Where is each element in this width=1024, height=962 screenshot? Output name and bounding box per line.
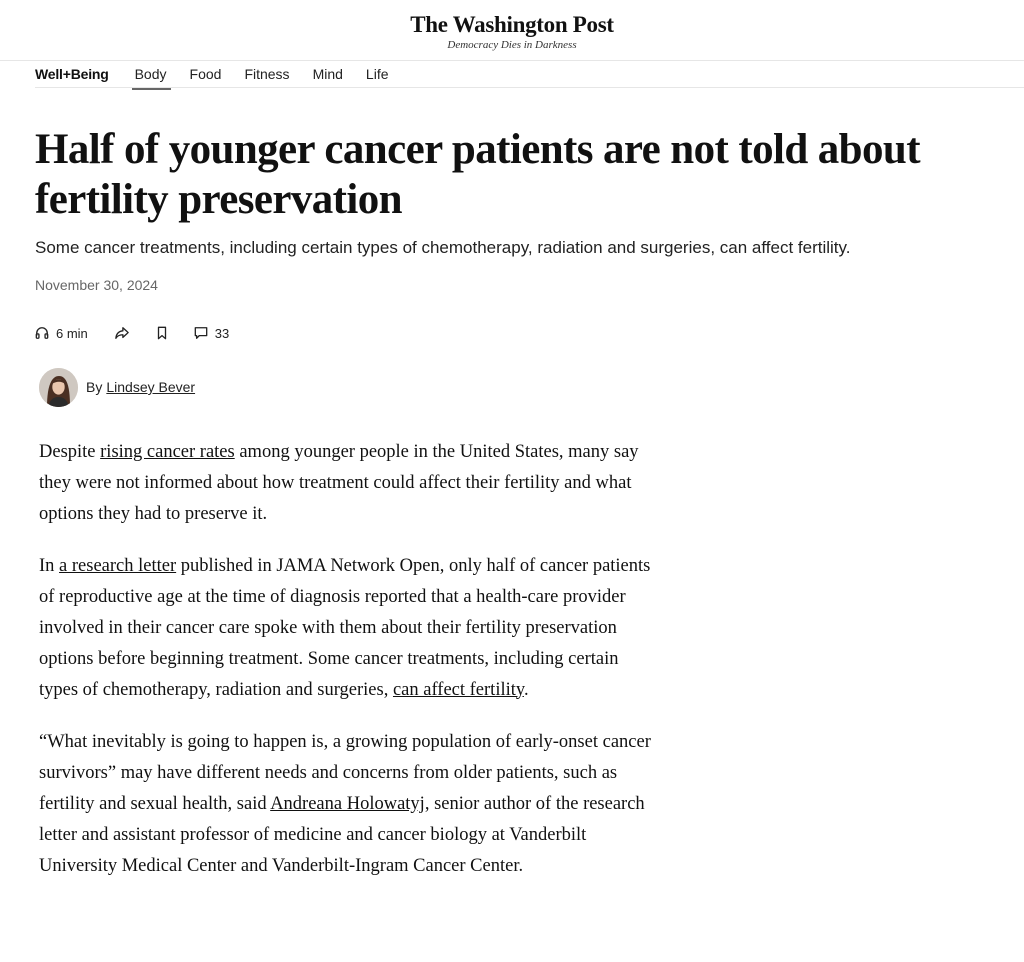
article-date: November 30, 2024 [35,277,158,293]
section-nav [35,61,412,87]
site-logo[interactable]: The Washington Post [410,12,614,37]
listen-duration: 6 min [56,325,88,341]
article-actions [35,323,255,343]
share-button[interactable] [114,326,130,340]
paragraph-text: among younger people in the United States, many say they were not informed about how treatment could affect their fertility and what options they had to preserve it. [39,442,639,524]
rising-cancer-rates-link[interactable]: rising cancer rates [100,442,235,462]
article-paragraph [39,437,659,529]
comments-count: 33 [214,325,230,341]
masthead [0,0,1024,60]
andreana-holowatyj-link[interactable]: Andreana Holowatyj [270,793,425,814]
comment-icon [194,326,208,340]
author-photo [39,368,78,407]
headphones-icon [35,326,49,340]
paragraph-text: “What inevitably is going to happen is, a growing population of early-onset cancer survivors” may have different needs and concerns from older patients, such as fertility and sexual health, said [39,732,651,814]
section-nav-item-body[interactable]: Body [134,66,167,82]
site-tagline: Democracy Dies in Darkness [447,39,577,51]
listen-button[interactable] [35,326,88,341]
paragraph-text: . [523,679,529,700]
paragraph-text: , senior author of the research letter and assistant professor of medicine and cancer biology at Vanderbilt University Medical Center and Vanderbilt-Ingram Cancer Center. [39,793,645,876]
section-nav-item-fitness[interactable]: Fitness [244,66,290,82]
section-nav-item-food[interactable]: Food [189,66,222,82]
section-nav-item-mind[interactable]: Mind [312,66,343,82]
paragraph-text: published in JAMA Network Open, only half of cancer patients of reproductive age at the time of diagnosis reported that a health-care provider involved in their cancer care spoke with them about their fertility preservation options before beginning treatment. Some cancer treatments, including certain types of chemotherapy, radiation and surgeries, [39,556,651,700]
article-paragraph [39,727,659,881]
share-icon [114,326,130,340]
save-button[interactable] [156,326,168,340]
article-paragraph [39,551,659,705]
section-nav-item-life[interactable]: Life [365,66,389,82]
article-body [39,437,659,903]
article-headline: Half of younger cancer patients are not told about fertility preservation [35,126,920,223]
section-brand-well-being[interactable]: Well+Being [35,66,109,82]
article-byline [39,367,195,407]
byline-prefix: By [86,379,103,395]
author-link[interactable]: Lindsey Bever [106,379,196,395]
research-letter-link[interactable]: a research letter [59,556,177,577]
can-affect-fertility-link[interactable]: can affect fertility [392,679,524,700]
bookmark-icon [156,326,168,340]
article-dek: Some cancer treatments, including certain types of chemotherapy, radiation and surgeries, can affect fertility. [35,238,851,257]
comments-button[interactable] [194,326,229,341]
author-avatar[interactable] [39,368,78,407]
section-nav-divider [35,87,1024,88]
paragraph-text: In [39,556,60,577]
paragraph-text: Despite [39,442,101,462]
